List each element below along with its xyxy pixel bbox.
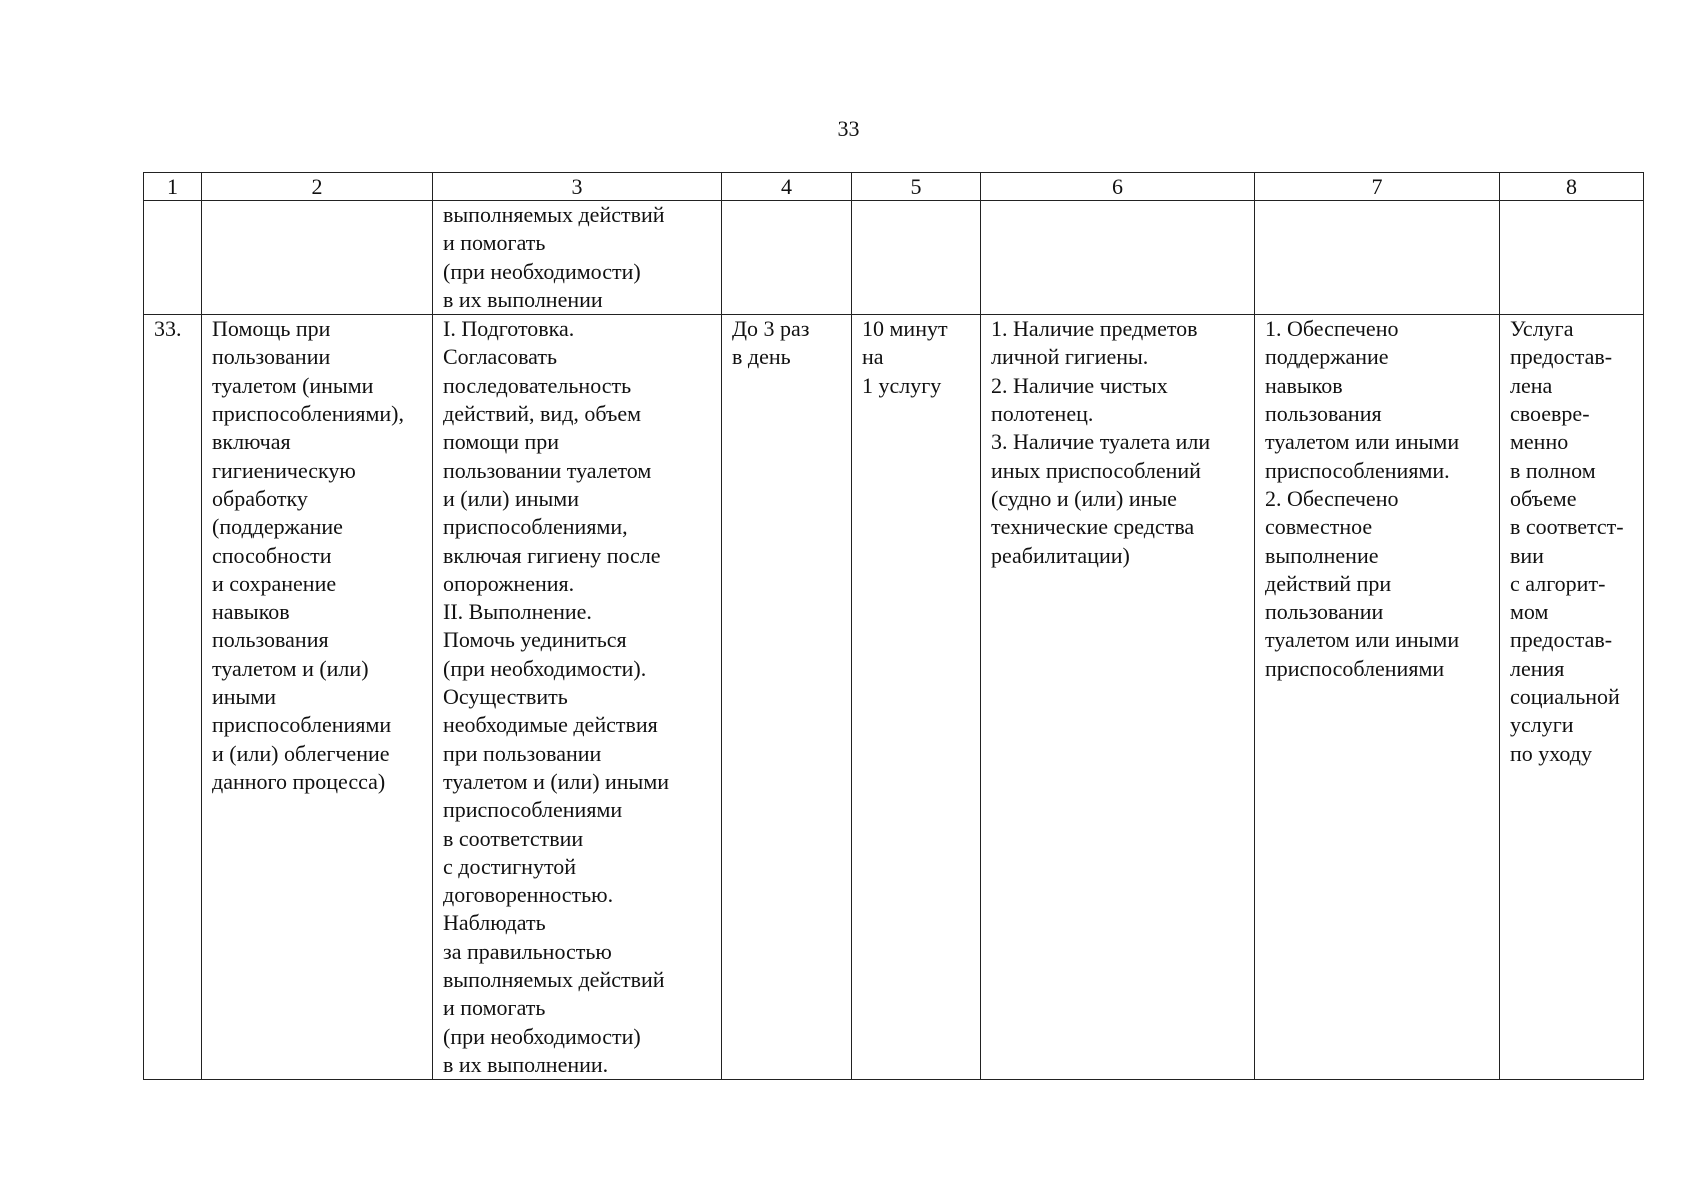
cell-duration: 10 минут на 1 услугу	[852, 315, 981, 1080]
cell-number: 33.	[144, 315, 202, 1080]
column-header-8: 8	[1500, 173, 1644, 201]
table-row-continuation	[144, 201, 1644, 315]
cell-service-name	[202, 201, 433, 315]
cell-frequency	[722, 201, 852, 315]
cell-conditions	[981, 201, 1255, 315]
cell-quality: Услуга предостав- лена своевре- менно в полном объеме в соответст- вии с алгорит- мом предостав- ления социальной услуги по уходу	[1500, 315, 1644, 1080]
cell-frequency: До 3 раз в день	[722, 315, 852, 1080]
service-standards-table	[143, 172, 1644, 1080]
table-row-33	[144, 315, 1644, 1080]
cell-number	[144, 201, 202, 315]
cell-quality	[1500, 201, 1644, 315]
column-header-2: 2	[202, 173, 433, 201]
cell-duration	[852, 201, 981, 315]
column-header-6: 6	[981, 173, 1255, 201]
cell-results	[1255, 201, 1500, 315]
column-number-row	[144, 173, 1644, 201]
column-header-3: 3	[433, 173, 722, 201]
cell-service-description: выполняемых действий и помогать (при необходимости) в их выполнении	[433, 201, 722, 315]
cell-service-name: Помощь при пользовании туалетом (иными приспособлениями), включая гигиеническую обработку (поддержание способности и сохранение навыков пользования туалетом и (или) иными приспособлениями и (или) облегчение данного процесса)	[202, 315, 433, 1080]
column-header-5: 5	[852, 173, 981, 201]
column-header-7: 7	[1255, 173, 1500, 201]
column-header-1: 1	[144, 173, 202, 201]
cell-conditions: 1. Наличие предметов личной гигиены. 2. Наличие чистых полотенец. 3. Наличие туалета или иных приспособлений (судно и (или) иные технические средства реабилитации)	[981, 315, 1255, 1080]
page-number: 33	[837, 116, 860, 141]
cell-results: 1. Обеспечено поддержание навыков пользования туалетом или иными приспособлениями. 2. Обеспечено совместное выполнение действий при пользовании туалетом или иными приспособлениями	[1255, 315, 1500, 1080]
cell-service-description: I. Подготовка. Согласовать последовательность действий, вид, объем помощи при пользовании туалетом и (или) иными приспособлениями, включая гигиену после опорожнения. II. Выполнение. Помочь уединиться (при необходимости). Осуществить необходимые действия при пользовании туалетом и (или) иными приспособлениями в соответствии с достигнутой договоренностью. Наблюдать за правильностью выполняемых действий и помогать (при необходимости) в их выполнении.	[433, 315, 722, 1080]
column-header-4: 4	[722, 173, 852, 201]
